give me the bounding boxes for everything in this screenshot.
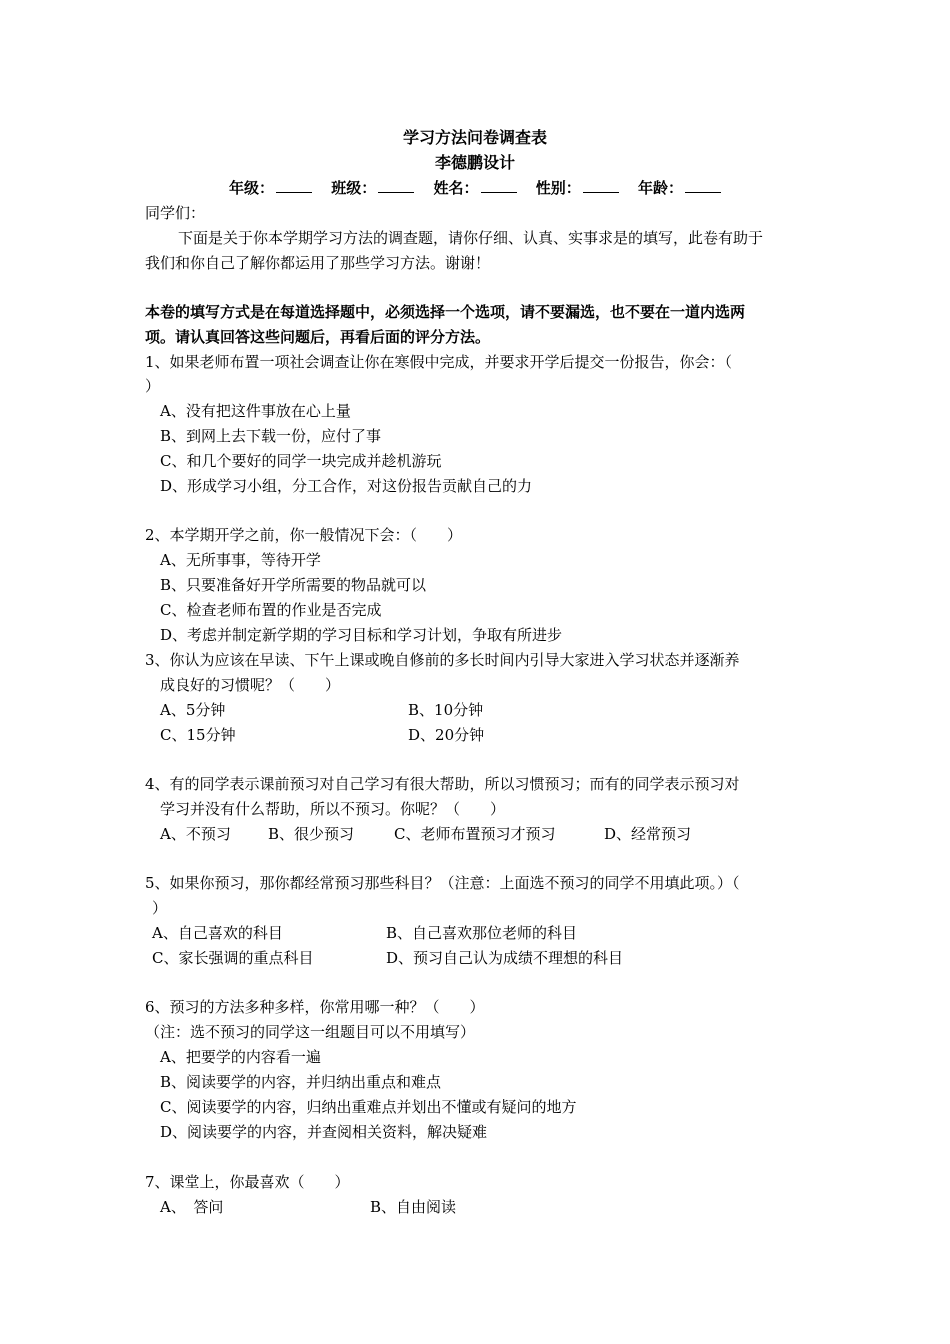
question-4: 4、有的同学表示课前预习对自己学习有很大帮助，所以习惯预习；而有的同学表示预习对 (145, 775, 740, 793)
q5-option-a[interactable]: A、自己喜欢的科目 (152, 924, 283, 942)
q1-option-c[interactable]: C、和几个要好的同学一块完成并趁机游玩 (160, 452, 442, 470)
intro-paragraph-line-2: 我们和你自己了解你都运用了那些学习方法。谢谢！ (145, 254, 491, 272)
question-6-note: （注：选不预习的同学这一组题目可以不用填写） (145, 1023, 476, 1041)
instruction-line-2: 项。请认真回答这些问题后，再看后面的评分方法。 (145, 328, 491, 346)
q1-option-a[interactable]: A、没有把这件事放在心上量 (160, 402, 351, 420)
student-info-row (0, 178, 950, 198)
question-7: 7、课堂上，你最喜欢（ ） (145, 1173, 350, 1191)
gender-label: 性别： (535, 179, 581, 197)
page-title: 学习方法问卷调查表 (402, 128, 547, 147)
age-label: 年龄： (637, 179, 683, 197)
question-4-cont: 学习并没有什么帮助，所以不预习。你呢？（ ） (160, 800, 506, 818)
intro-paragraph-line-1: 下面是关于你本学期学习方法的调查题，请你仔细、认真、实事求是的填写，此卷有助于 (178, 229, 764, 247)
q1-option-d[interactable]: D、形成学习小组，分工合作，对这份报告贡献自己的力 (160, 477, 533, 495)
grade-blank[interactable] (276, 178, 312, 193)
q2-option-b[interactable]: B、只要准备好开学所需要的物品就可以 (160, 576, 427, 594)
q4-option-d[interactable]: D、经常预习 (604, 825, 692, 843)
question-3-cont: 成良好的习惯呢？（ ） (160, 676, 341, 694)
name-blank[interactable] (481, 178, 517, 193)
q6-option-b[interactable]: B、阅读要学的内容，并归纳出重点和难点 (160, 1073, 442, 1091)
question-1-cont: ） (145, 377, 161, 395)
q2-option-c[interactable]: C、检查老师布置的作业是否完成 (160, 601, 382, 619)
question-5: 5、如果你预习，那你都经常预习那些科目？（注意：上面选不预习的同学不用填此项。）（ (145, 874, 740, 892)
q6-option-a[interactable]: A、把要学的内容看一遍 (160, 1048, 321, 1066)
question-5-cont: ） (152, 899, 168, 917)
q5-option-d[interactable]: D、预习自己认为成绩不理想的科目 (386, 949, 624, 967)
q5-option-c[interactable]: C、家长强调的重点科目 (152, 949, 314, 967)
greeting: 同学们： (145, 204, 206, 222)
question-6: 6、预习的方法多种多样，你常用哪一种？（ ） (145, 998, 485, 1016)
question-1: 1、如果老师布置一项社会调查让你在寒假中完成，并要求开学后提交一份报告，你会：（ (145, 353, 733, 371)
q3-option-c[interactable]: C、15分钟 (160, 726, 236, 744)
q3-option-d[interactable]: D、20分钟 (408, 726, 485, 744)
question-3: 3、你认为应该在早读、下午上课或晚自修前的多长时间内引导大家进入学习状态并逐渐养 (145, 651, 740, 669)
q7-option-a[interactable]: A、 答问 (160, 1198, 224, 1216)
class-blank[interactable] (378, 178, 414, 193)
q4-option-b[interactable]: B、很少预习 (268, 825, 355, 843)
q4-option-c[interactable]: C、老师布置预习才预习 (394, 825, 556, 843)
q1-option-b[interactable]: B、到网上去下载一份，应付了事 (160, 427, 382, 445)
question-2: 2、本学期开学之前，你一般情况下会：（ ） (145, 526, 463, 544)
class-label: 班级： (331, 179, 377, 197)
q3-option-a[interactable]: A、5分钟 (160, 701, 226, 719)
q5-option-b[interactable]: B、自己喜欢那位老师的科目 (386, 924, 578, 942)
name-label: 姓名： (433, 179, 479, 197)
instruction-line-1: 本卷的填写方式是在每道选择题中，必须选择一个选项，请不要漏选，也不要在一道内选两 (145, 303, 746, 321)
q6-option-c[interactable]: C、阅读要学的内容，归纳出重难点并划出不懂或有疑问的地方 (160, 1098, 577, 1116)
q3-option-b[interactable]: B、10分钟 (408, 701, 484, 719)
q4-option-a[interactable]: A、不预习 (160, 825, 231, 843)
age-blank[interactable] (685, 178, 721, 193)
page-subtitle: 李德鹏设计 (434, 153, 515, 172)
q2-option-a[interactable]: A、无所事事，等待开学 (160, 551, 321, 569)
gender-blank[interactable] (583, 178, 619, 193)
q6-option-d[interactable]: D、阅读要学的内容，并查阅相关资料，解决疑难 (160, 1123, 488, 1141)
q2-option-d[interactable]: D、考虑并制定新学期的学习目标和学习计划，争取有所进步 (160, 626, 563, 644)
q7-option-b[interactable]: B、自由阅读 (370, 1198, 457, 1216)
grade-label: 年级： (228, 179, 274, 197)
